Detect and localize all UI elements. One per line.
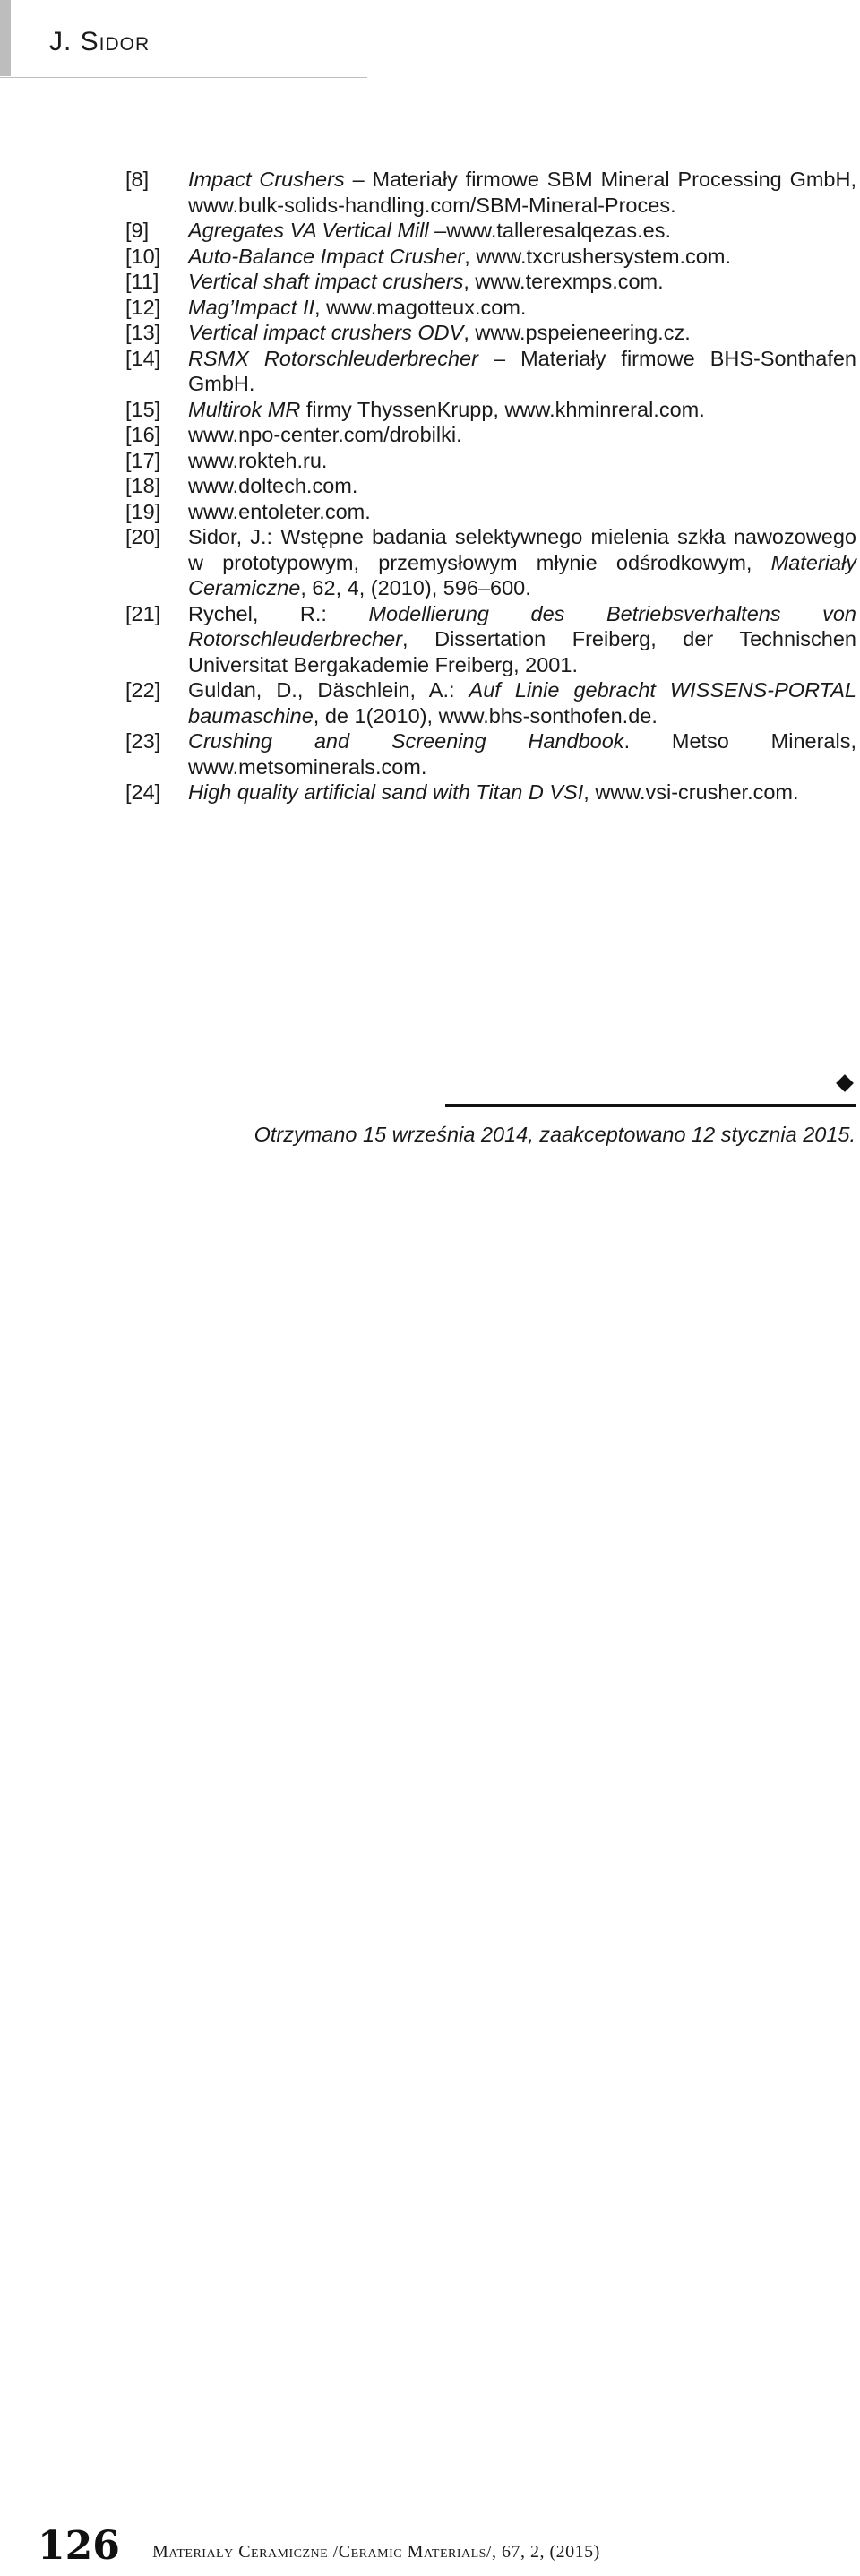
- reference-text: [188, 346, 856, 397]
- reference-title-segment: Modellierung des Betriebsverhaltens von Rotorschleuderbrecher: [188, 601, 856, 650]
- reference-title-segment: Materiały Ceramiczne: [188, 550, 856, 599]
- reference-text-segment: , Dissertation Freiberg, der Technischen Universitat Bergakademie Freiberg, 2001.: [188, 627, 856, 676]
- reference-text-segment: Guldan, D., Däschlein, A.:: [188, 678, 469, 702]
- end-of-article-rule: [445, 1104, 856, 1107]
- reference-item: [125, 499, 856, 525]
- reference-number: [10]: [125, 244, 161, 268]
- reference-number: [14]: [125, 346, 161, 370]
- reference-item: [125, 218, 856, 244]
- reference-title-segment: Mag’Impact II: [188, 295, 315, 319]
- reference-list: [125, 167, 856, 806]
- reference-text-segment: , de 1(2010), www.bhs-sonthofen.de.: [313, 703, 658, 728]
- reference-item: [125, 397, 856, 423]
- reference-text-segment: www.doltech.com.: [188, 474, 358, 497]
- reference-text-segment: firmy ThyssenKrupp, www.khminreral.com.: [300, 397, 705, 421]
- reference-text-segment: . Metso Minerals, www.metsominerals.com.: [188, 729, 856, 779]
- reference-number: [24]: [125, 780, 161, 804]
- header-accent-bar: [0, 0, 11, 76]
- reference-number: [17]: [125, 448, 161, 472]
- reference-number: [8]: [125, 168, 150, 191]
- reference-text: [188, 499, 856, 525]
- reference-item: [125, 677, 856, 728]
- reference-title-segment: High quality artificial sand with Titan D VSI: [188, 780, 584, 804]
- reference-title-segment: Auto-Balance Impact Crusher: [188, 244, 465, 268]
- reference-item: [125, 244, 856, 270]
- reference-title-segment: Vertical impact crushers ODV: [188, 321, 464, 344]
- reference-item: [125, 167, 856, 218]
- reference-item: [125, 473, 856, 499]
- reference-text: [188, 677, 856, 728]
- reference-text-segment: , www.txcrushersystem.com.: [464, 244, 731, 268]
- reference-text: [188, 320, 856, 346]
- running-head-author: J. Sidor: [49, 27, 150, 56]
- reference-text: [188, 473, 856, 499]
- reference-item: [125, 728, 856, 780]
- reference-text-segment: – Materiały firmowe SBM Mineral Processing GmbH, www.bulk-solids-handling.com/SBM-Mineral-Proces.: [188, 168, 857, 217]
- reference-text-segment: –www.talleresalqezas.es.: [428, 219, 672, 242]
- reference-text-segment: , www.pspeieneering.cz.: [463, 321, 691, 344]
- reference-text: [188, 601, 856, 678]
- reference-text: [188, 269, 856, 295]
- reference-text: [188, 218, 856, 244]
- reference-text: [188, 448, 856, 474]
- reference-number: [22]: [125, 678, 161, 702]
- reference-item: [125, 295, 856, 321]
- reference-text-segment: www.rokteh.ru.: [188, 448, 328, 472]
- reference-text-segment: Sidor, J.: Wstępne badania selektywnego mielenia szkła nawozowego w prototypowym, przemysłowym młynie odśrodkowym,: [188, 525, 856, 574]
- reference-item: [125, 422, 856, 448]
- reference-text: [188, 167, 856, 218]
- reference-item: [125, 346, 856, 397]
- reference-item: [125, 448, 856, 474]
- received-accepted-note: Otrzymano 15 września 2014, zaakceptowano 12 stycznia 2015.: [254, 1123, 856, 1146]
- reference-title-segment: Auf Linie gebracht WISSENS-PORTAL baumaschine: [188, 678, 856, 728]
- reference-number: [18]: [125, 474, 161, 497]
- reference-item: [125, 601, 856, 678]
- reference-number: [16]: [125, 423, 161, 446]
- reference-number: [21]: [125, 601, 161, 625]
- reference-number: [9]: [125, 219, 150, 242]
- reference-text-segment: Rychel, R.:: [188, 601, 369, 625]
- reference-title-segment: Impact Crushers: [188, 168, 345, 191]
- reference-number: [19]: [125, 499, 161, 523]
- reference-item: [125, 269, 856, 295]
- reference-item: [125, 780, 856, 806]
- reference-text-segment: – Materiały firmowe BHS-Sonthafen GmbH.: [188, 346, 857, 395]
- reference-number: [15]: [125, 397, 161, 421]
- reference-text-segment: www.entoleter.com.: [188, 499, 371, 523]
- reference-text: [188, 524, 856, 601]
- reference-text: [188, 780, 856, 806]
- reference-number: [20]: [125, 525, 161, 548]
- reference-text-segment: , www.terexmps.com.: [463, 270, 664, 293]
- reference-number: [13]: [125, 321, 161, 344]
- reference-number: [12]: [125, 295, 161, 319]
- end-of-article-diamond-icon: [836, 1074, 854, 1092]
- reference-text: [188, 295, 856, 321]
- reference-number: [11]: [125, 270, 159, 293]
- reference-item: [125, 320, 856, 346]
- reference-title-segment: Multirok MR: [188, 397, 301, 421]
- page-number: 126: [38, 2523, 120, 2569]
- reference-title-segment: RSMX Rotorschleuderbrecher: [188, 346, 478, 370]
- reference-title-segment: Vertical shaft impact crushers: [188, 270, 464, 293]
- reference-title-segment: Agregates VA Vertical Mill: [188, 219, 429, 242]
- reference-text: [188, 728, 856, 780]
- reference-item: [125, 524, 856, 601]
- reference-title-segment: Crushing and Screening Handbook: [188, 729, 624, 753]
- reference-text-segment: , www.magotteux.com.: [314, 295, 527, 319]
- header-rule: [0, 77, 367, 78]
- reference-text-segment: www.npo-center.com/drobilki.: [188, 423, 462, 446]
- reference-number: [23]: [125, 729, 161, 753]
- journal-citation: Materiały Ceramiczne /Ceramic Materials/, 67, 2, (2015): [152, 2542, 600, 2562]
- reference-text: [188, 422, 856, 448]
- reference-text: [188, 244, 856, 270]
- reference-text-segment: , 62, 4, (2010), 596–600.: [300, 576, 531, 599]
- reference-text-segment: , www.vsi-crusher.com.: [583, 780, 799, 804]
- reference-text: [188, 397, 856, 423]
